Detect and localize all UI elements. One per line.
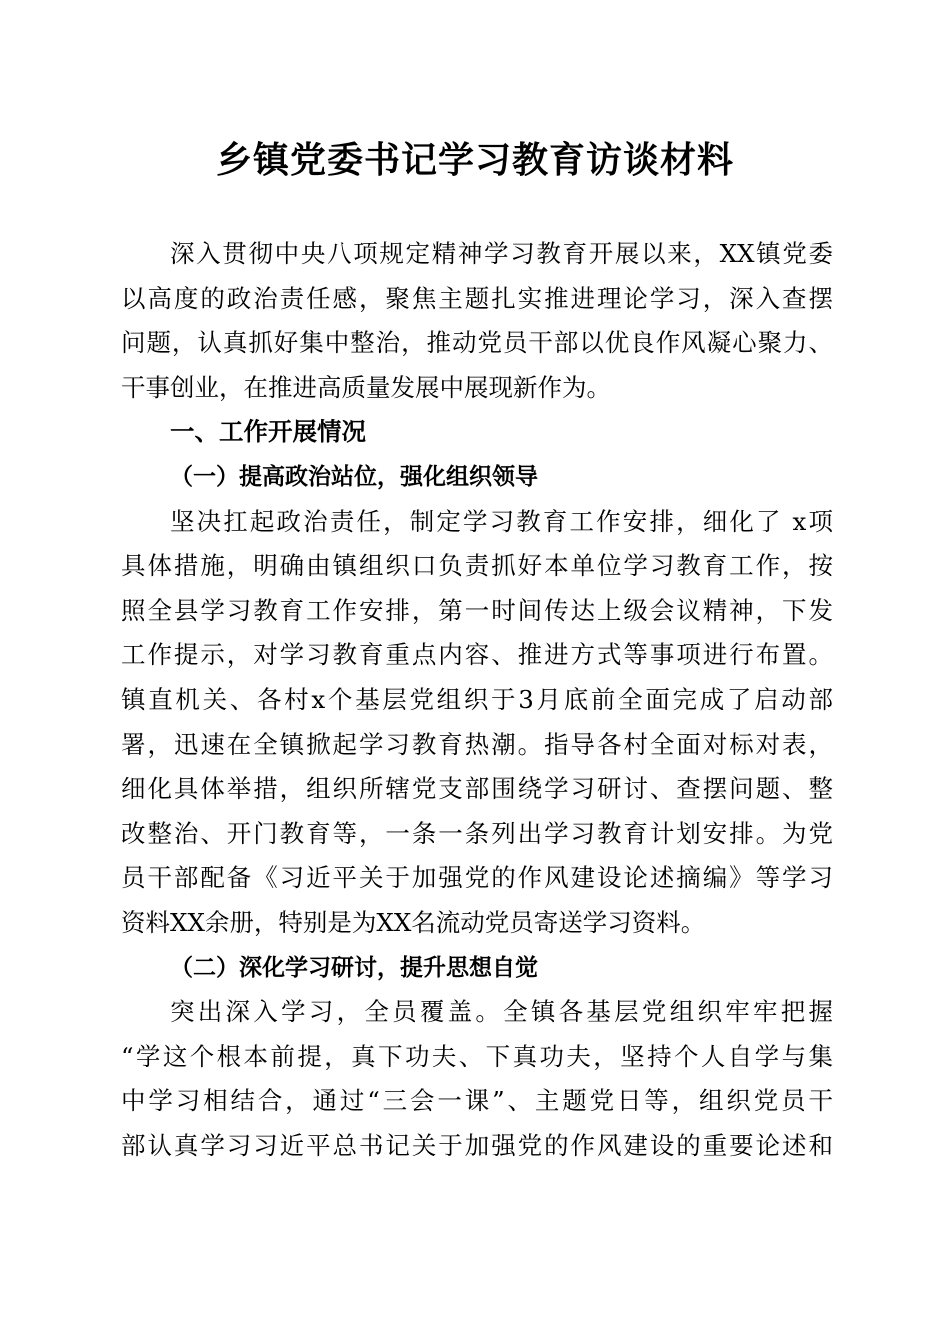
- paragraph-line: “学这个根本前提，真下功夫、下真功夫，坚持个人自学与集: [121, 1041, 833, 1071]
- section-heading-1: 一、工作开展情况: [170, 417, 366, 447]
- intro-line: 以高度的政治责任感，聚焦主题扎实推进理论学习，深入查摆: [121, 283, 833, 313]
- paragraph-line: 工作提示，对学习教育重点内容、推进方式等事项进行布置。: [121, 640, 833, 670]
- paragraph-line: 员干部配备《习近平关于加强党的作风建设论述摘编》等学习: [121, 863, 833, 893]
- subsection-heading-1: （一）提高政治站位，强化组织领导: [170, 462, 538, 490]
- subsection-heading-2: （二）深化学习研讨，提升思想自觉: [170, 953, 538, 981]
- intro-line: 干事创业，在推进高质量发展中展现新作为。: [121, 372, 611, 402]
- paragraph-line: 具体措施，明确由镇组织口负责抓好本单位学习教育工作，按: [121, 551, 833, 581]
- paragraph-line: 细化具体举措，组织所辖党支部围绕学习研讨、查摆问题、整: [121, 774, 833, 804]
- intro-line: 深入贯彻中央八项规定精神学习教育开展以来，XX镇党委: [170, 239, 833, 268]
- paragraph-line: 突出深入学习，全员覆盖。全镇各基层党组织牢牢把握: [170, 997, 833, 1027]
- paragraph-line: 署，迅速在全镇掀起学习教育热潮。指导各村全面对标对表，: [121, 729, 833, 759]
- document-body: [121, 232, 833, 1168]
- paragraph-line: 部认真学习习近平总书记关于加强党的作风建设的重要论述和: [121, 1130, 833, 1160]
- intro-line: 问题，认真抓好集中整治，推动党员干部以优良作风凝心聚力、: [121, 328, 833, 358]
- paragraph-line: 中学习相结合，通过“三会一课”、主题党日等，组织党员干: [121, 1086, 833, 1116]
- paragraph-line: 改整治、开门教育等，一条一条列出学习教育计划安排。为党: [121, 818, 833, 848]
- paragraph-line: 镇直机关、各村x个基层党组织于3月底前全面完成了启动部: [121, 684, 833, 714]
- paragraph-line: 资料XX余册，特别是为XX名流动党员寄送学习资料。: [121, 907, 706, 937]
- paragraph-line: 照全县学习教育工作安排，第一时间传达上级会议精神，下发: [121, 595, 833, 625]
- paragraph-line: 坚决扛起政治责任，制定学习教育工作安排，细化了 x项: [170, 506, 833, 536]
- document-title: 乡镇党委书记学习教育访谈材料: [215, 139, 734, 181]
